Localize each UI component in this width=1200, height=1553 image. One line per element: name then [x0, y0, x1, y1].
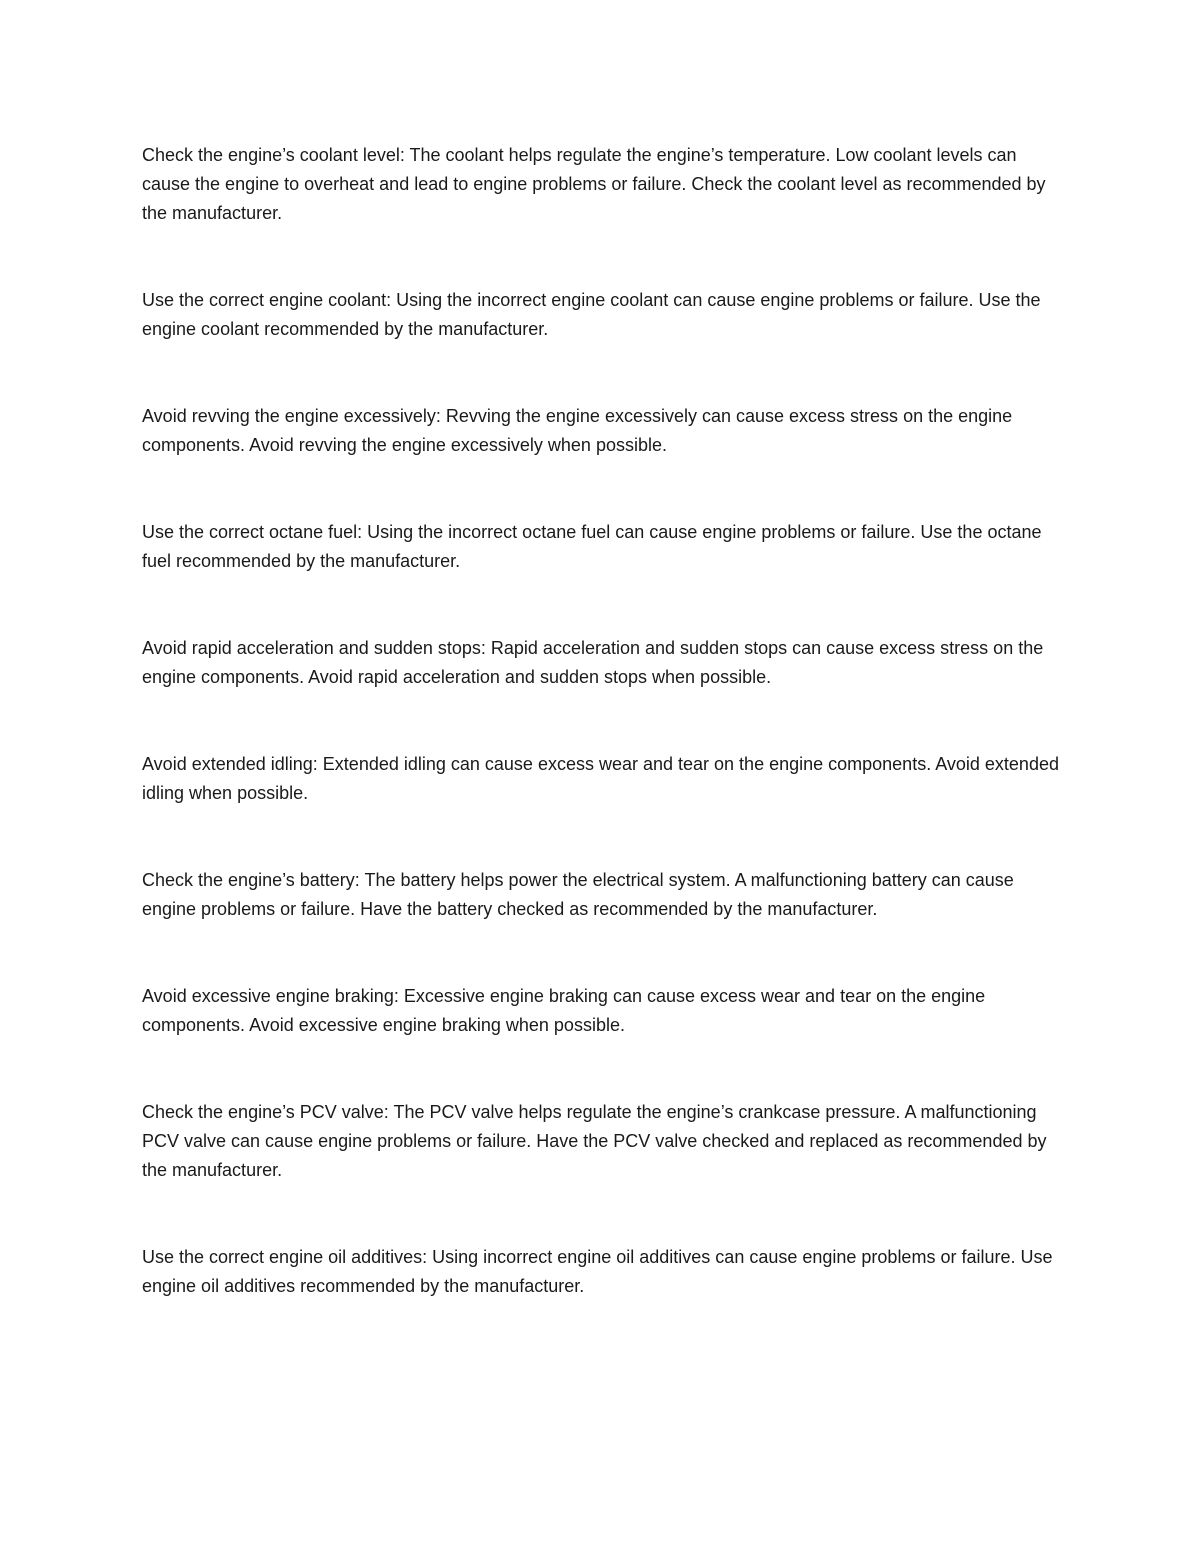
- paragraph-oil-additives: Use the correct engine oil additives: Using incorrect engine oil additives can cause engine problems or failure. Use engine oil additives recommended by the manufacturer.: [142, 1247, 1053, 1296]
- paragraph-acceleration-stops: Avoid rapid acceleration and sudden stops: Rapid acceleration and sudden stops can cause excess stress on the engine components. Avoid rapid acceleration and sudden stops when possible.: [142, 638, 1044, 687]
- document-body: [142, 141, 1067, 1301]
- paragraph-coolant-level: Check the engine’s coolant level: The coolant helps regulate the engine’s temperature. Low coolant levels can cause the engine to overheat and lead to engine problems or failure. Check the coolant level as recommended by the manufacturer.: [142, 145, 1046, 223]
- paragraph-engine-braking: Avoid excessive engine braking: Excessive engine braking can cause excess wear and tear on the engine components. Avoid excessive engine braking when possible.: [142, 986, 986, 1035]
- paragraph-pcv-valve: Check the engine’s PCV valve: The PCV valve helps regulate the engine’s crankcase pressure. A malfunctioning PCV valve can cause engine problems or failure. Have the PCV valve checked and replaced as recommended by the manufacturer.: [142, 1102, 1047, 1180]
- paragraph-engine-coolant: Use the correct engine coolant: Using the incorrect engine coolant can cause engine problems or failure. Use the engine coolant recommended by the manufacturer.: [142, 290, 1041, 339]
- paragraph-revving: Avoid revving the engine excessively: Revving the engine excessively can cause excess stress on the engine components. Avoid revving the engine excessively when possible.: [142, 406, 1013, 455]
- paragraph-extended-idling: Avoid extended idling: Extended idling can cause excess wear and tear on the engine components. Avoid extended idling when possible.: [142, 754, 1059, 803]
- paragraph-battery: Check the engine’s battery: The battery helps power the electrical system. A malfunctioning battery can cause engine problems or failure. Have the battery checked as recommended by the manufacturer.: [142, 870, 1014, 919]
- paragraph-octane-fuel: Use the correct octane fuel: Using the incorrect octane fuel can cause engine problems or failure. Use the octane fuel recommended by the manufacturer.: [142, 522, 1042, 571]
